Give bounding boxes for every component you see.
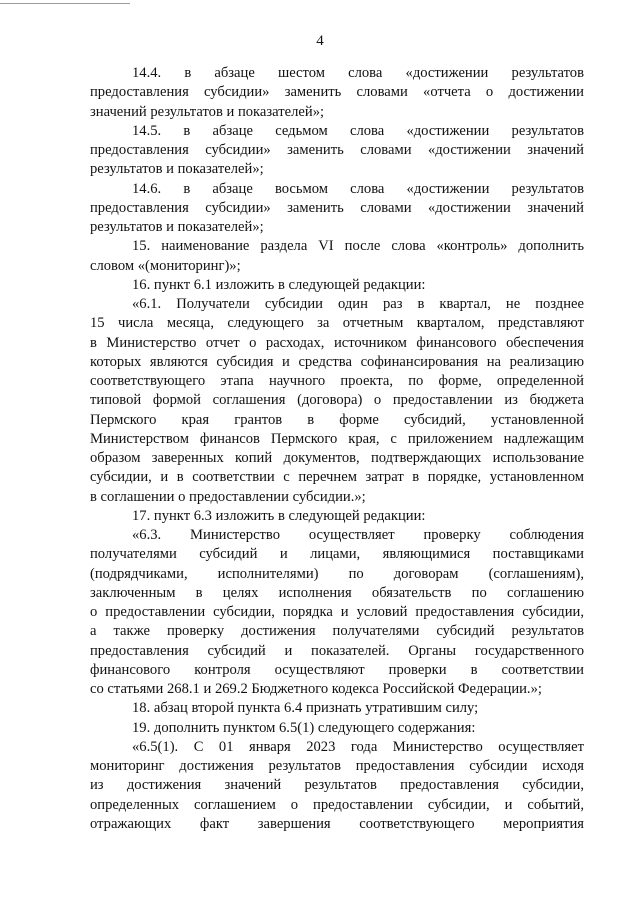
top-rule — [0, 3, 130, 4]
text-line: «6.1. Получатели субсидии один раз в квартал, не позднее — [132, 296, 584, 312]
text-line: соответствующего этапа научного проекта, по форме, определенной — [90, 373, 584, 389]
text-line: 15. наименование раздела VI после слова «контроль» дополнить — [132, 238, 584, 255]
text-line: отражающих факт завершения соответствующего мероприятия — [90, 815, 584, 832]
text-line: 15 числа месяца, следующего за отчетным кварталом, представляют — [90, 315, 584, 332]
text-line: результатов и показателей»; — [90, 219, 264, 235]
text-line: в соглашении о предоставлении субсидии.»; — [90, 488, 366, 505]
text-line: субсидии, и в соответствии с перечнем затрат в порядке, установленном — [90, 469, 584, 486]
text-line: 14.5. в абзаце седьмом слова «достижении результатов — [132, 122, 584, 139]
text-line: в Министерство отчет о расходах, источником финансового обеспечения — [90, 334, 584, 351]
text-line: 14.4. в абзаце шестом слова «достижении результатов — [132, 65, 584, 81]
page-number: 4 — [316, 33, 324, 49]
text-line: мониторинг достижения результатов предоставления субсидии исходя — [90, 758, 584, 774]
text-line: «6.5(1). С 01 января 2023 года Министерство осуществляет — [132, 738, 584, 755]
text-line: заключенным в целях исполнения обязательств по соглашению — [90, 584, 584, 601]
text-line: со статьями 268.1 и 269.2 Бюджетного кодекса Российской Федерации.»; — [90, 681, 542, 697]
text-line: образом заверенных копий документов, подтверждающих использование — [90, 450, 584, 466]
text-line: типовой формой соглашения (договора) о предоставлении из бюджета — [90, 392, 584, 409]
text-line: словом «(мониторинг)»; — [90, 257, 241, 274]
text-line: которых являются субсидия и средства софинансирования на реализацию — [90, 353, 584, 370]
document-body — [90, 64, 584, 834]
text-line: Пермского края грантов в форме субсидий, установленной — [90, 411, 584, 428]
text-line: определенных соглашением о предоставлении субсидии, и событий, — [90, 796, 584, 813]
text-line: 18. абзац второй пункта 6.4 признать утратившим силу; — [132, 700, 479, 717]
text-line: 19. дополнить пунктом 6.5(1) следующего содержания: — [132, 719, 476, 736]
text-line: 14.6. в абзаце восьмом слова «достижении результатов — [132, 180, 584, 197]
text-line: финансового контроля осуществляют проверки в соответствии — [90, 661, 584, 678]
text-line: получателями субсидий и лицами, являющимися поставщиками — [90, 546, 584, 563]
text-line: о предоставлении субсидии, порядка и условий предоставления субсидии, — [90, 604, 584, 620]
text-line: Министерством финансов Пермского края, с приложением надлежащим — [90, 430, 584, 447]
text-line: результатов и показателей»; — [90, 161, 264, 178]
text-line: предоставления субсидии» заменить словами «достижении значений — [90, 199, 584, 216]
text-line: 17. пункт 6.3 изложить в следующей редакции: — [132, 507, 426, 524]
text-line: а также проверку достижения получателями субсидий результатов — [90, 623, 584, 640]
text-line: предоставления субсидий и показателей. Органы государственного — [90, 642, 584, 659]
text-line: (подрядчиками, исполнителями) по договорам (соглашениям), — [90, 565, 584, 582]
text-line: «6.3. Министерство осуществляет проверку соблюдения — [132, 527, 584, 543]
text-line: из достижения значений результатов предоставления субсидии, — [90, 777, 584, 794]
text-line: предоставления субсидии» заменить словами «отчета о достижении — [90, 84, 584, 101]
text-line: значений результатов и показателей»; — [90, 103, 325, 120]
text-line: 16. пункт 6.1 изложить в следующей редакции: — [132, 276, 426, 293]
text-line: предоставления субсидии» заменить словами «достижении значений — [90, 142, 584, 158]
